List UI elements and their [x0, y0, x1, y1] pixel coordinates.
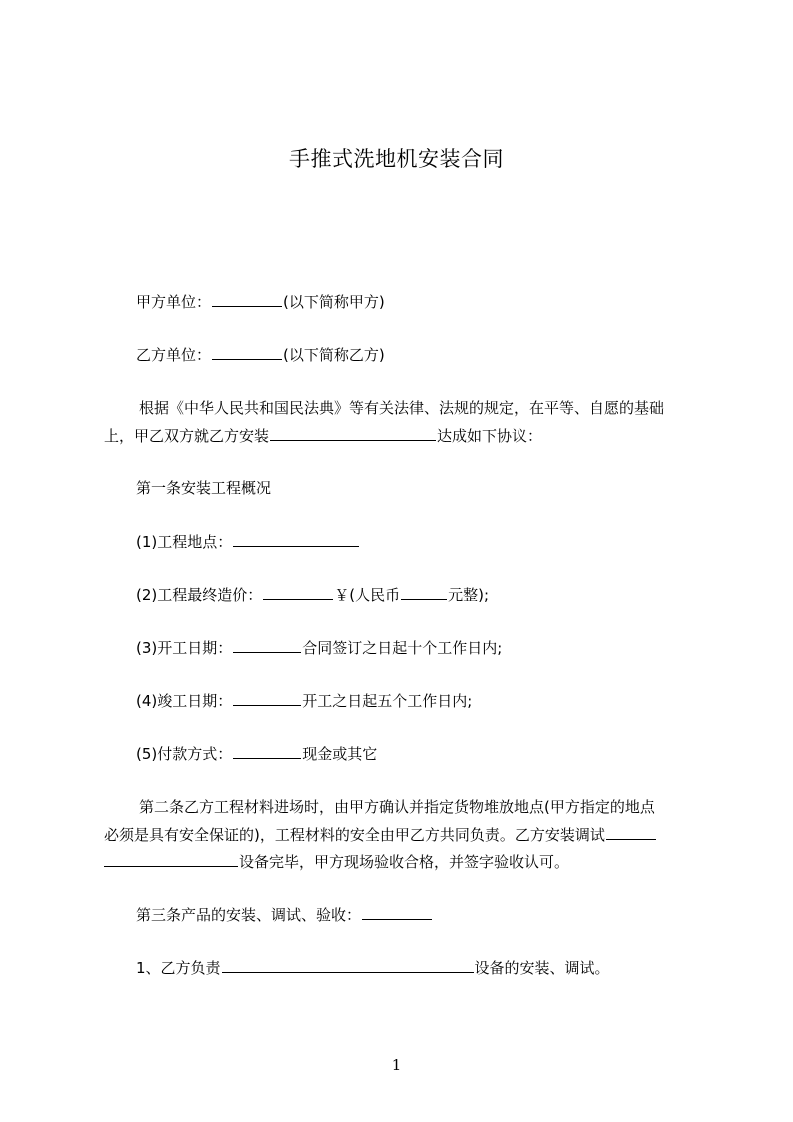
item-5-label: (5)付款方式：	[136, 745, 233, 763]
article-1-item-1	[136, 531, 360, 552]
item-2-label: (2)工程最终造价：	[136, 586, 263, 604]
party-b-label: 乙方单位：	[136, 346, 212, 364]
party-a-label: 甲方单位：	[136, 293, 212, 311]
page-number: 1	[391, 1056, 402, 1074]
article-1-item-5	[136, 743, 377, 764]
article-2-line-2-text: 必须是具有安全保证的)，工程材料的安全由甲乙方共同负责。乙方安装调试	[104, 826, 605, 844]
document-title: 手推式洗地机安装合同	[289, 147, 504, 171]
party-b-blank[interactable]	[212, 344, 282, 360]
article-2-line-1: 第二条乙方工程材料进场时，由甲方确认并指定货物堆放地点(甲方指定的地点	[139, 798, 655, 816]
end-date-blank[interactable]	[233, 690, 301, 706]
intro-line-2-prefix: 上，甲乙双方就乙方安装	[104, 427, 270, 445]
item-5-text: 现金或其它	[302, 745, 378, 763]
debug-blank-2[interactable]	[104, 851, 238, 867]
item-2-end: 元整);	[448, 586, 490, 604]
intro-line-2	[104, 425, 542, 446]
item-4-label: (4)竣工日期：	[136, 692, 233, 710]
article-1-item-4	[136, 690, 472, 711]
party-a-blank[interactable]	[212, 291, 282, 307]
price-blank[interactable]	[263, 584, 333, 600]
intro-line-2-suffix: 达成如下协议：	[437, 427, 543, 445]
article-3-item-1-suffix: 设备的安装、调试。	[474, 959, 610, 977]
payment-blank[interactable]	[233, 743, 301, 759]
intro-line-1: 根据《中华人民共和国民法典》等有关法律、法规的规定，在平等、自愿的基础	[139, 399, 665, 417]
article-1-heading: 第一条安装工程概况	[136, 479, 272, 497]
item-3-label: (3)开工日期：	[136, 639, 233, 657]
site-blank[interactable]	[233, 531, 359, 547]
article-3-heading-text: 第三条产品的安装、调试、验收：	[136, 906, 362, 924]
article-3-heading	[136, 904, 433, 925]
equipment-blank[interactable]	[222, 957, 474, 973]
start-date-blank[interactable]	[233, 637, 301, 653]
party-a-suffix: (以下简称甲方)	[283, 293, 385, 311]
article-1-item-2	[136, 584, 489, 605]
rmb-blank[interactable]	[401, 584, 447, 600]
item-2-mid: ￥(人民币	[334, 586, 401, 604]
intro-install-blank[interactable]	[270, 425, 436, 441]
article-1-item-3	[136, 637, 502, 658]
party-a-line	[136, 291, 385, 312]
article-2-line-2	[104, 824, 657, 845]
party-b-suffix: (以下简称乙方)	[283, 346, 385, 364]
article-3-item-1	[136, 957, 610, 978]
article-2-line-3-text: 设备完毕，甲方现场验收合格，并签字验收认可。	[239, 853, 570, 871]
party-b-line	[136, 344, 385, 365]
article-3-item-1-prefix: 1、乙方负责	[136, 959, 221, 977]
acceptance-blank[interactable]	[362, 904, 432, 920]
debug-blank-1[interactable]	[606, 824, 656, 840]
item-1-label: (1)工程地点：	[136, 533, 233, 551]
item-4-text: 开工之日起五个工作日内;	[302, 692, 473, 710]
article-2-line-3	[104, 851, 569, 872]
item-3-text: 合同签订之日起十个工作日内;	[302, 639, 503, 657]
